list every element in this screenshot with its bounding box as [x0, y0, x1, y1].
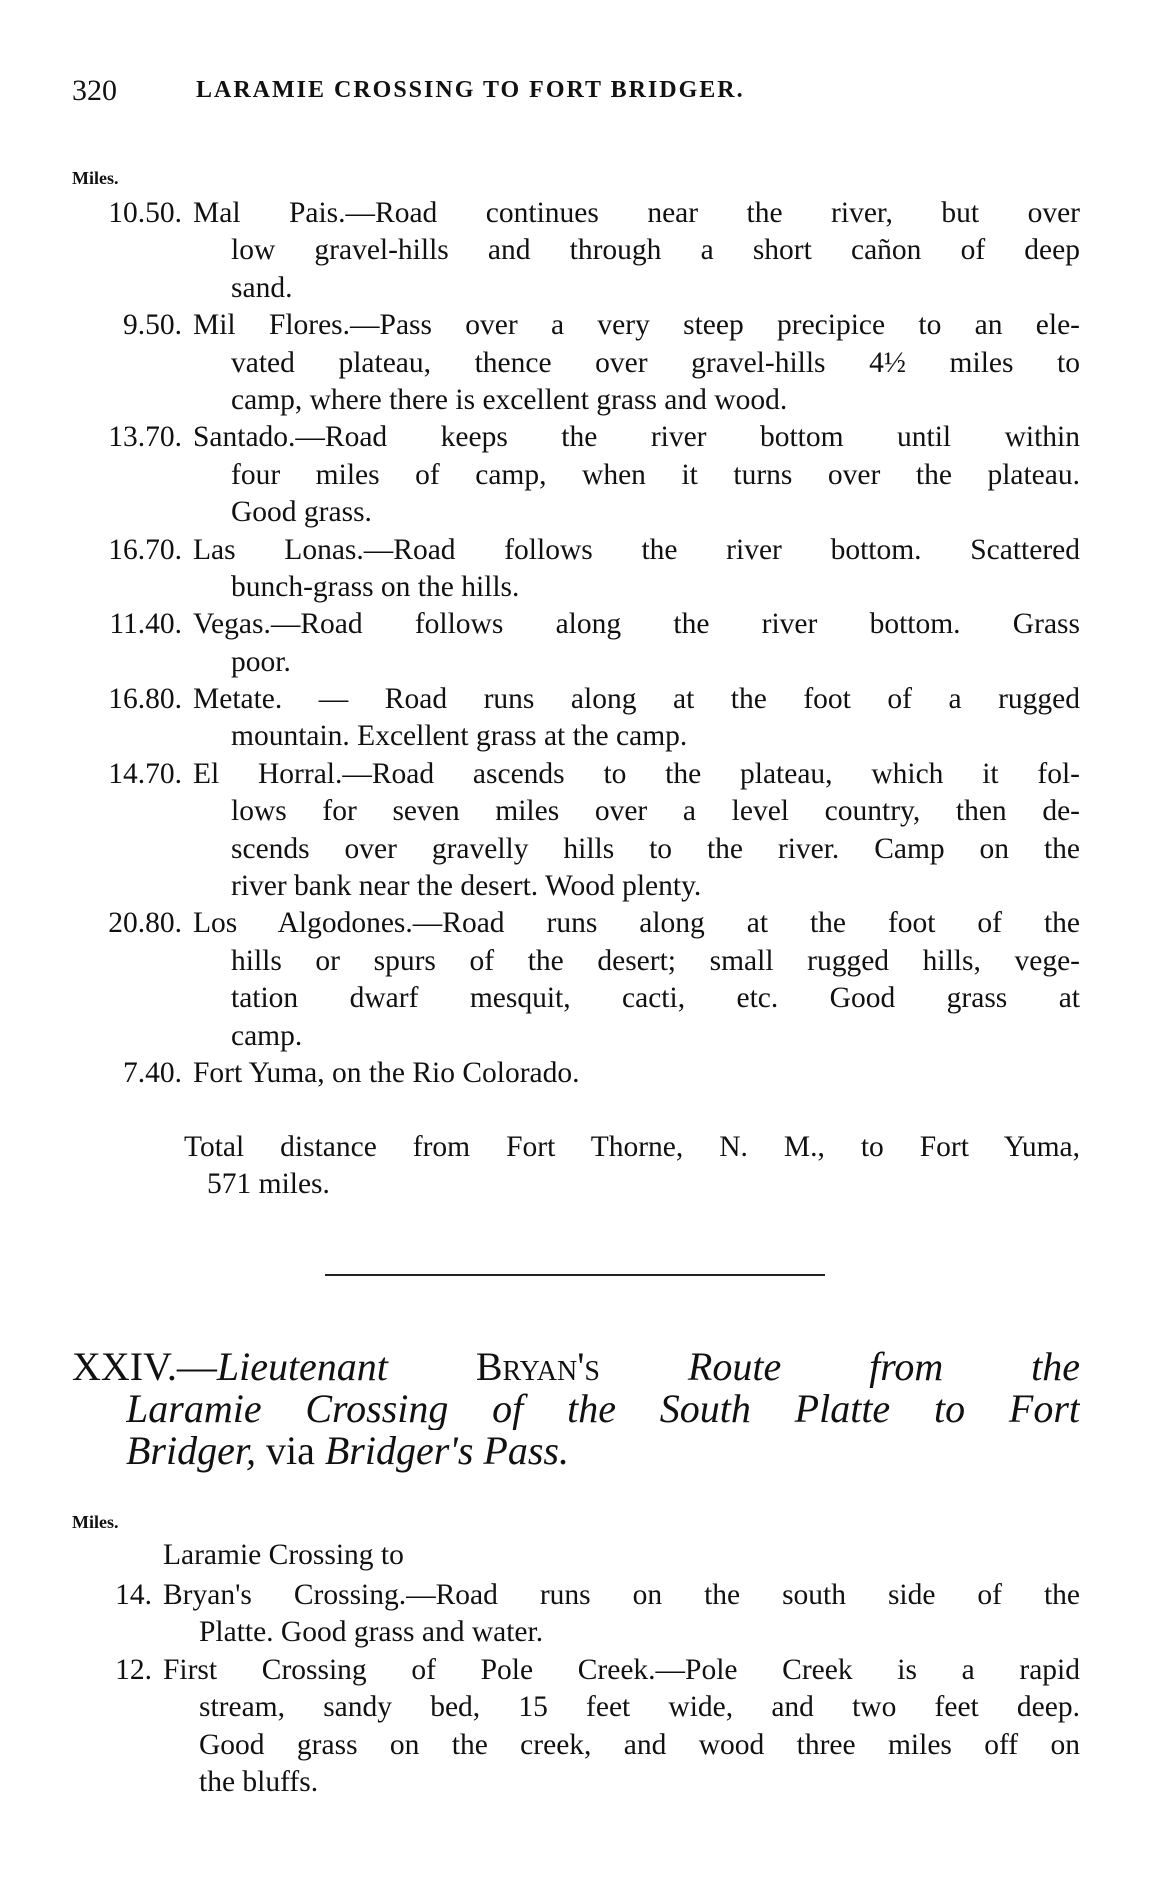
entry-miles: 7.40. — [123, 1056, 182, 1089]
entry-line: Bryan's Crossing.—Road runs on the south side of the — [163, 1579, 1080, 1611]
heading-pass: Bridger's Pass. — [324, 1428, 569, 1473]
heading-via: via — [256, 1428, 325, 1473]
page-number: 320 — [72, 74, 117, 107]
itinerary-entry — [72, 195, 1080, 307]
entry-line: Platte. Good grass and water. — [199, 1616, 544, 1649]
entry-miles: 14.70. — [108, 757, 182, 790]
itinerary-entry — [72, 1055, 1080, 1092]
total-distance — [72, 1129, 1080, 1204]
entry-line: low gravel-hills and through a short cañon of deep — [231, 234, 1080, 267]
entry-line: the bluffs. — [199, 1765, 319, 1798]
entry-line: First Crossing of Pole Creek.—Pole Creek is a rapid — [163, 1653, 1080, 1686]
entry-miles: 16.70. — [108, 533, 182, 566]
entry-line: scends over gravelly hills to the river. Camp on the — [231, 832, 1080, 865]
itinerary-entry — [72, 419, 1080, 531]
heading-line-1 — [72, 1346, 1080, 1388]
entry-line: Fort Yuma, on the Rio Colorado. — [193, 1056, 580, 1089]
entry-line: Good grass on the creek, and wood three miles off on — [199, 1728, 1080, 1761]
entry-miles: 16.80. — [108, 683, 182, 716]
itinerary-entry — [72, 1577, 1080, 1652]
itinerary-entry — [72, 307, 1080, 419]
entry-line: Good grass. — [231, 496, 372, 529]
entry-miles: 14. — [115, 1579, 152, 1611]
entry-line: Mal Pais.—Road continues near the river, but over — [193, 197, 1080, 229]
entry-line: Metate. — Road runs along at the foot of a rugged — [193, 683, 1080, 716]
entry-miles: 10.50. — [108, 197, 182, 229]
entry-line: lows for seven miles over a level country, then de- — [231, 795, 1080, 828]
section-divider — [325, 1274, 825, 1276]
entry-line: El Horral.—Road ascends to the plateau, which it fol- — [193, 757, 1080, 790]
running-title: LARAMIE CROSSING TO FORT BRIDGER. — [196, 77, 745, 103]
entry-line: Mil Flores.—Pass over a very steep precipice to an ele- — [193, 309, 1080, 342]
entry-miles: 13.70. — [108, 421, 182, 454]
entry-miles: 20.80. — [108, 907, 182, 940]
miles-column-label-2: Miles. — [72, 1512, 119, 1532]
section-heading — [72, 1346, 1080, 1472]
heading-dest: Bridger, — [126, 1428, 256, 1473]
heading-rank: Lieutenant — [216, 1346, 388, 1388]
heading-numeral: XXIV.— — [72, 1346, 217, 1388]
itinerary-entry — [72, 905, 1080, 1055]
heading-line-2: Laramie Crossing of the South Platte to Fort — [126, 1388, 1080, 1430]
entry-line: hills or spurs of the desert; small rugged hills, vege- — [231, 944, 1080, 977]
entry-miles: 9.50. — [123, 309, 182, 342]
entry-line: four miles of camp, when it turns over the plateau. — [231, 458, 1080, 491]
entry-line: camp. — [231, 1019, 303, 1052]
entry-line: bunch-grass on the hills. — [231, 570, 520, 603]
entry-line: Las Lonas.—Road follows the river bottom. Scattered — [193, 533, 1080, 566]
miles-column-label: Miles. — [72, 168, 119, 188]
entry-line: stream, sandy bed, 15 feet wide, and two feet deep. — [199, 1691, 1080, 1724]
entry-miles: 12. — [115, 1653, 152, 1686]
entry-line: mountain. Excellent grass at the camp. — [231, 720, 688, 753]
entry-line: Los Algodones.—Road runs along at the foot of the — [193, 907, 1080, 940]
itinerary-entry — [72, 606, 1080, 681]
entry-line: Vegas.—Road follows along the river bottom. Grass — [193, 608, 1080, 641]
total-line: Total distance from Fort Thorne, N. M., to Fort Yuma, — [184, 1131, 1080, 1163]
itinerary-entry — [72, 681, 1080, 756]
itinerary-list-2 — [72, 1577, 1080, 1801]
entry-miles: 11.40. — [109, 608, 182, 641]
entry-line: camp, where there is excellent grass and wood. — [231, 383, 788, 416]
route-start: Laramie Crossing to — [163, 1539, 404, 1571]
page-header — [72, 74, 1082, 114]
itinerary-entry — [72, 756, 1080, 906]
heading-line-3 — [126, 1430, 1080, 1472]
itinerary-entry — [72, 532, 1080, 607]
entry-line: river bank near the desert. Wood plenty. — [231, 870, 702, 903]
entry-line: sand. — [231, 271, 293, 304]
total-line: 571 miles. — [207, 1168, 330, 1201]
entry-line: poor. — [231, 645, 291, 678]
entry-line: Santado.—Road keeps the river bottom until within — [193, 421, 1080, 454]
heading-name: Bryan's — [475, 1346, 600, 1388]
heading-route: Route from the — [687, 1346, 1080, 1388]
itinerary-entry — [72, 1652, 1080, 1802]
itinerary-list — [72, 195, 1080, 1092]
entry-line: tation dwarf mesquit, cacti, etc. Good grass at — [231, 982, 1080, 1015]
entry-line: vated plateau, thence over gravel-hills 4½ miles to — [231, 346, 1080, 379]
